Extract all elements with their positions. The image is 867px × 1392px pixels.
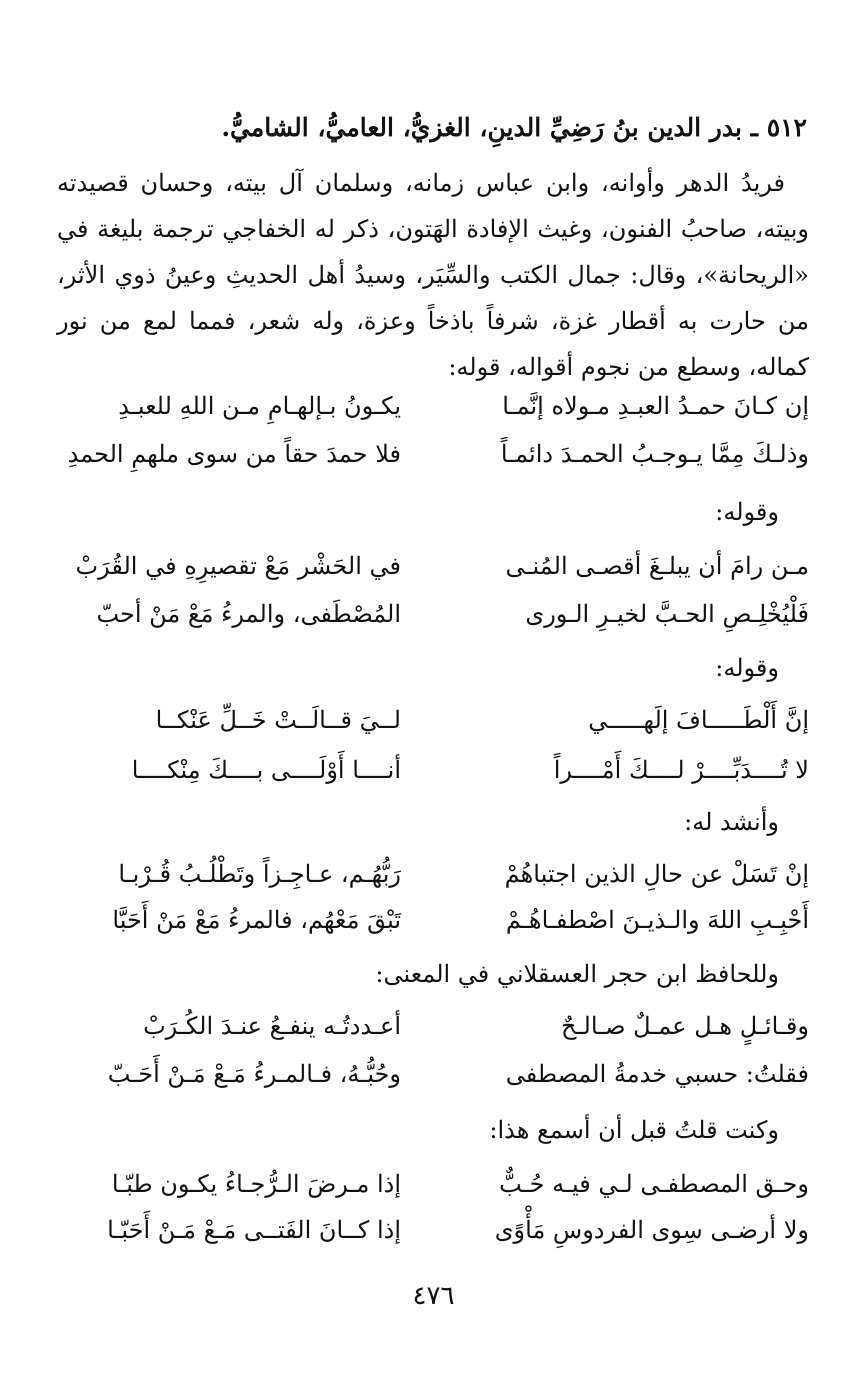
verse-line [0,1208,867,1252]
verse-second-hemistich: أعـددتُـه ينفـعُ عنـدَ الكُـرَبْ [143,1012,401,1040]
verse-second-hemistich: أنــــا أَوْلَــــى بــــكَ مِنْكــــا [131,756,401,784]
verse-first-hemistich: وذلـكَ مِمَّا يـوجـبُ الحمـدَ دائمـاً [500,440,809,468]
verse-introduction: وقوله: [715,498,779,526]
verse-first-hemistich: لا تُــــدَبِّــــرْ لــــكَ أَمْــــراً [553,756,809,784]
intro-text: فريدُ الدهر وأوانه، وابن عباس زمانه، وسلمان آل بيته، وحسان قصيدته وبيته، صاحبُ الفنون، وغيث الإفادة الهَتون، ذكر له الخفاجي ترجمة بليغة في «الريحانة»، وقال: جمال الكتب والسِّيَر، وسيدُ أهل الحديثِ وعينُ ذوي الأثر، من حارت به أقطار غزة، شرفاً باذخاً وعزة، وله شعر، فمما لمع من نور كماله، وسطع من نجوم أقواله، قوله: [57,169,809,381]
verse-first-hemistich: إنَّ أَلْطَـــــافَ إلَهـــــي [588,706,809,734]
verse-line [0,544,867,588]
verse-first-hemistich: فَلْيُخْلِـصِ الحـبَّ لخيـرِ الـورى [525,600,809,628]
verse-second-hemistich: إذا كــانَ الفَتــى مَـعْ مَـنْ أَحَبّـا [107,1216,401,1244]
verse-first-hemistich: أَحْبِـبِ اللهَ والـذيـنَ اصْطفـاهُـمْ [505,906,809,934]
verse-line [0,1162,867,1206]
verse-line [0,898,867,942]
verse-line [0,852,867,896]
verse-first-hemistich: مـن رامَ أن يبلـغَ أقصـى المُنـى [505,552,809,580]
verse-first-hemistich: إن كـانَ حمـدُ العبـدِ مـولاه إنَّمـا [502,392,809,420]
verse-second-hemistich: تَبْقَ مَعْهُم، فالمرءُ مَعْ مَنْ أَحَبَّا [112,906,401,934]
verse-second-hemistich: يكـونُ بـإلهـامِ مـن اللهِ للعبـدِ [118,392,401,420]
verse-second-hemistich: فلا حمدَ حقاً من سوى ملهمِ الحمدِ [67,440,401,468]
verse-first-hemistich: فقلتُ: حسبي خدمةُ المصطفى [505,1060,809,1088]
verse-line [0,698,867,742]
verse-line [0,432,867,476]
verse-first-hemistich: ولا أرضـى سِوى الفردوسِ مَأْوًى [494,1216,809,1244]
verse-second-hemistich: إذا مـرضَ الـرُّجـاءُ يكـون طبّـا [111,1170,401,1198]
page-number: ٤٧٦ [412,1281,455,1311]
verse-second-hemistich: رَبُّهُـم، عـاجِـزاً وتَطْلُـبُ قُـرْبـا [118,860,401,888]
verse-line [0,384,867,428]
verse-line [0,1004,867,1048]
verse-second-hemistich: المُصْطَفى، والمرءُ مَعْ مَنْ أحبّ [96,600,401,628]
verse-first-hemistich: وحـق المصطفـى لـي فيـه حُـبٌّ [499,1170,809,1198]
entry-heading: ٥١٢ ـ بدر الدين بنُ رَضِيِّ الدينِ، الغزيُّ، العاميُّ، الشاميُّ. [221,113,807,142]
verse-introduction: وقوله: [715,654,779,682]
verse-second-hemistich: في الحَشْر مَعْ تقصيرِهِ في القُرَبْ [75,552,401,580]
verse-introduction: وللحافظ ابن حجر العسقلاني في المعنى: [375,960,779,988]
verse-introduction: وأنشد له: [684,808,779,836]
verse-first-hemistich: وقـائـلٍ هـل عمـلٌ صـالـحٌ [560,1012,809,1040]
verse-first-hemistich: إنْ تَسَلْ عن حالِ الذين اجتباهُمْ [504,860,809,888]
biography-paragraph [57,160,809,390]
verse-line [0,592,867,636]
verse-line [0,748,867,792]
verse-second-hemistich: لــيَ قــالَــتْ خَــلِّ عَنْكــا [155,706,401,734]
verse-introduction: وكنت قلتُ قبل أن أسمع هذا: [489,1116,779,1144]
verse-second-hemistich: وحُبُّـهُ، فـالمـرءُ مَـعْ مَـنْ أَحَـبّ [107,1060,401,1088]
verse-line [0,1052,867,1096]
